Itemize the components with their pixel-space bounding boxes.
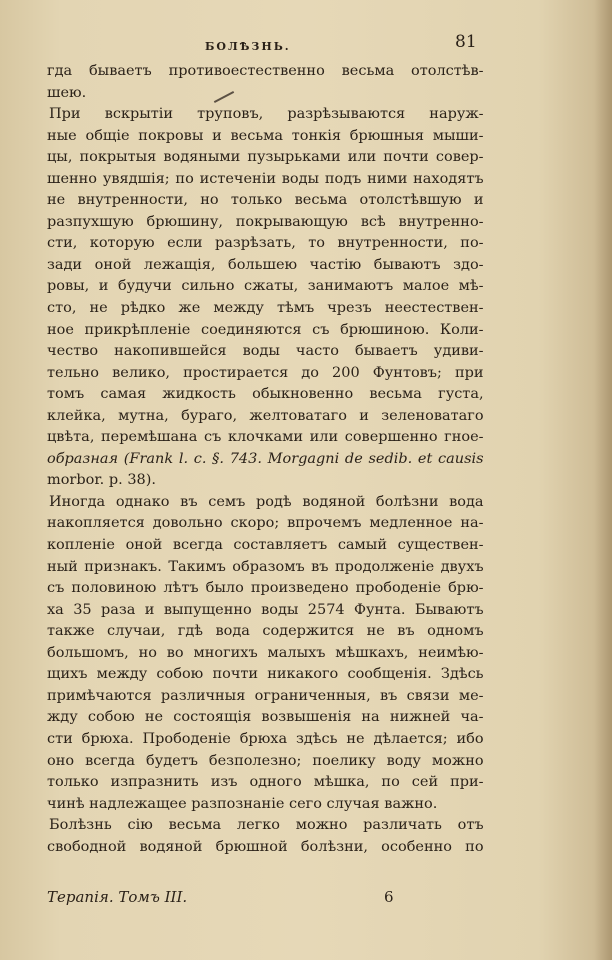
- text-line: томъ самая жидкость обыкновенно весьма густа,: [47, 386, 484, 403]
- text-line: съ половиною лѣтъ было произведено прободеніе брю-: [47, 580, 484, 597]
- text-line: ное прикрѣпленіе соединяются съ брюшиною. Коли-: [47, 321, 484, 338]
- text-line: morbor. p. 38).: [47, 472, 156, 489]
- page-edge-shadow: [594, 0, 612, 960]
- text-line: шенно увядшія; по истеченіи воды подъ ними находятъ: [47, 170, 484, 187]
- text-line: сти брюха. Прободеніе брюха здѣсь не дѣлается; ибо: [47, 730, 484, 747]
- text-line: сто, не рѣдко же между тѣмъ чрезъ неестествен-: [47, 300, 484, 317]
- text-line: копленіе оной всегда составляетъ самый существен-: [47, 537, 484, 554]
- text-line: ный признакъ. Такимъ образомъ въ продолженіе двухъ: [47, 558, 484, 575]
- text-line: образная (Frank l. c. §. 743. Morgagni de sedib. et causis: [47, 450, 484, 467]
- text-line: ные общіе покровы и весьма тонкія брюшныя мыши-: [47, 127, 484, 144]
- text-line: жду собою не состоящія возвышенія на нижней ча-: [47, 709, 484, 726]
- text-line: щихъ между собою почти никакого сообщенія. Здѣсь: [47, 666, 484, 683]
- page-header: [0, 30, 612, 56]
- text-line: чинѣ надлежащее разпознаніе сего случая важно.: [47, 795, 438, 812]
- text-line: сти, которую если разрѣзать, то внутренности, по-: [47, 235, 484, 252]
- page-footer: [0, 888, 612, 914]
- text-line: не внутренности, но только весьма отолстѣвшую и: [47, 192, 484, 209]
- text-line: клейка, мутна, бураго, желтоватаго и зеленоватаго: [47, 407, 484, 424]
- text-line: большомъ, но во многихъ малыхъ мѣшкахъ, неимѣю-: [47, 644, 484, 661]
- signature-mark: Терапія. Томъ III.: [47, 888, 188, 906]
- text-line: примѣчаются различныя ограниченныя, въ связи ме-: [47, 687, 484, 704]
- text-line: ровы, и будучи сильно сжаты, занимаютъ малое мѣ-: [47, 278, 484, 295]
- page-number: 81: [455, 32, 477, 52]
- text-line: Болѣзнь сію весьма легко можно различать отъ: [49, 817, 484, 834]
- text-line: свободной водяной брюшной болѣзни, особенно по: [47, 838, 484, 855]
- running-head: БОЛѢЗНЬ.: [205, 40, 291, 53]
- sheet-number: 6: [384, 888, 394, 906]
- text-line: цы, покрытыя водяными пузырьками или почти совер-: [47, 149, 484, 166]
- text-line: зади оной лежащія, большею частію бываютъ здо-: [47, 256, 484, 273]
- text-line: тельно велико, простирается до 200 Фунтовъ; при: [47, 364, 484, 381]
- text-line: При вскрытіи труповъ, разрѣзываются наруж-: [49, 106, 484, 123]
- body-text: [47, 61, 484, 858]
- text-line: накопляется довольно скоро; впрочемъ медленное на-: [47, 515, 484, 532]
- text-line: гда бываетъ противоестественно весьма отолстѣв-: [47, 63, 484, 79]
- text-line: оно всегда будетъ безполезно; поелику воду можно: [47, 752, 484, 769]
- text-line: ха 35 раза и выпущенно воды 2574 Фунта. Бываютъ: [47, 601, 484, 618]
- text-line: также случаи, гдѣ вода содержится не въ одномъ: [47, 623, 484, 640]
- text-line: разпухшую брюшину, покрывающую всѣ внутренно-: [47, 213, 484, 230]
- text-line: чество накопившейся воды часто бываетъ удиви-: [47, 343, 484, 360]
- text-line: шею.: [47, 84, 87, 101]
- text-line: цвѣта, перемѣшана съ клочками или совершенно гное-: [47, 429, 484, 446]
- text-line: только изпразнить изъ одного мѣшка, по сей при-: [47, 774, 484, 791]
- text-line: Иногда однако въ семъ родѣ водяной болѣзни вода: [49, 493, 484, 510]
